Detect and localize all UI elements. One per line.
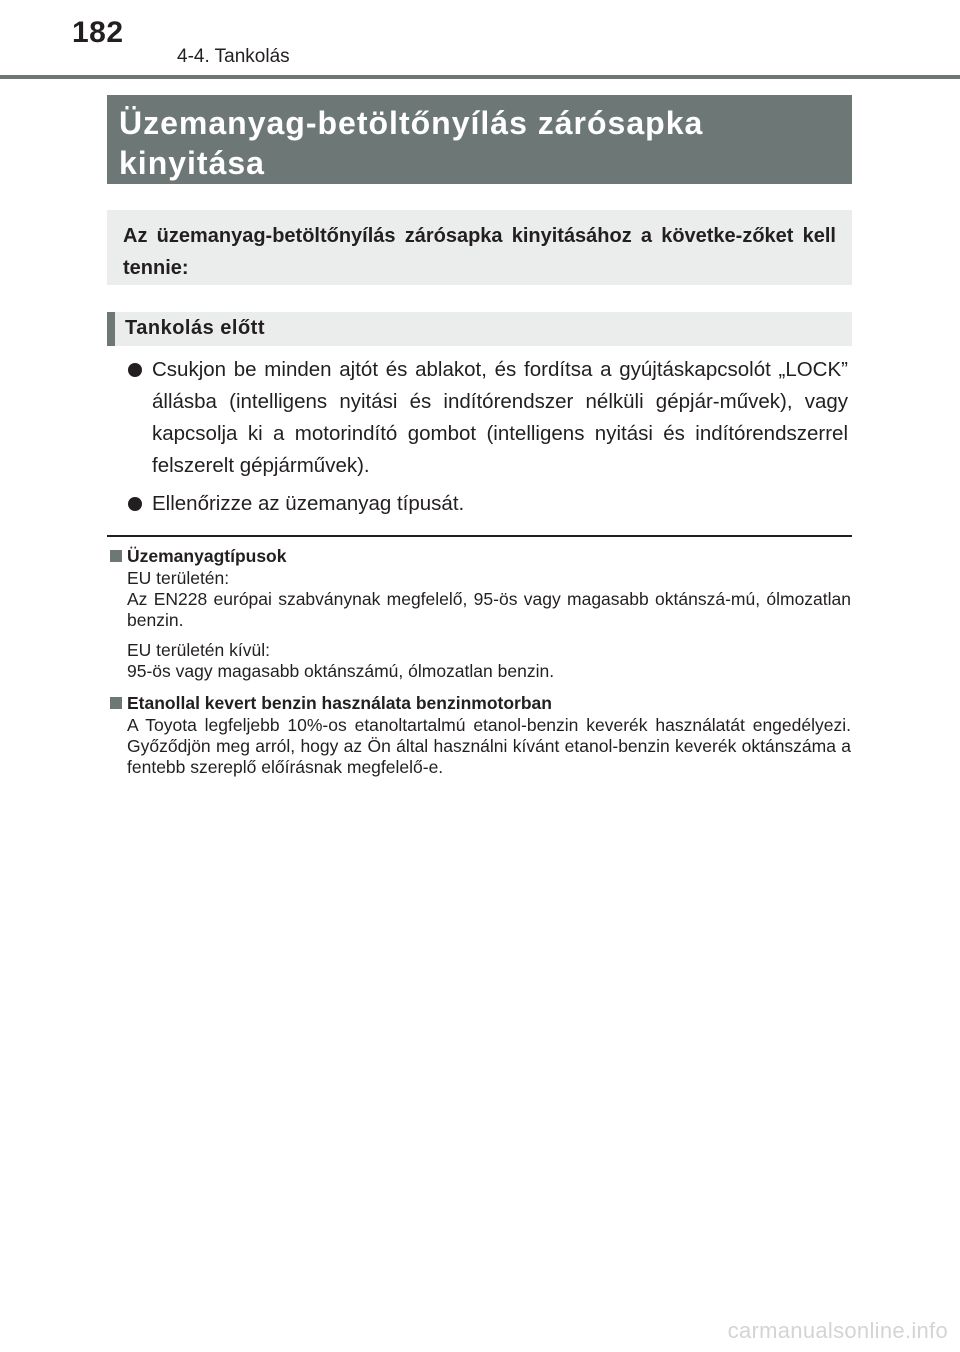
bullet-item xyxy=(128,488,848,520)
watermark: carmanualsonline.info xyxy=(727,1318,948,1343)
bullet-dot-icon xyxy=(128,363,142,377)
page-title-line-2: kinyitása xyxy=(119,145,265,181)
note-paragraph-text: Az EN228 európai szabványnak megfelelő, 95-ös vagy magasabb oktánszá-mú, ólmozatlan benzin. xyxy=(127,589,851,630)
square-bullet-icon xyxy=(110,550,122,562)
note-paragraph-text: 95-ös vagy magasabb oktánszámú, ólmozatlan benzin. xyxy=(127,661,555,681)
note-body xyxy=(109,715,851,778)
bullet-item xyxy=(128,354,848,482)
note-heading-text: Üzemanyagtípusok xyxy=(127,546,287,566)
subsection-title: Tankolás előtt xyxy=(125,317,265,339)
bullet-list xyxy=(128,354,848,526)
note-paragraph-label: EU területén: xyxy=(127,568,230,588)
intro-text: Az üzemanyag-betöltőnyílás zárósapka kinyitásához a követke-zőket kell tennie: xyxy=(123,225,836,279)
bullet-text: Csukjon be minden ajtót és ablakot, és fordítsa a gyújtáskapcsolót „LOCK” állásba (intelligens nyitási és indítórendszer nélküli gépjár-művek), vagy kapcsolja ki a motorindító gombot (intelligens nyitási és indítórendszerrel felszerelt gépjárművek). xyxy=(152,358,848,477)
note-paragraph-text: A Toyota legfeljebb 10%-os etanoltartalmú etanol-benzin keverék használatát engedélyezi. Győződjön meg arról, hogy az Ön által használni kívánt etanol-benzin keverék oktánszáma a fentebb szereplő előírásnak megfelelő-e. xyxy=(127,715,851,777)
note-paragraph-label: EU területén kívül: xyxy=(127,640,270,660)
page-number: 182 xyxy=(72,16,124,49)
note-body xyxy=(109,568,851,682)
header-rule xyxy=(0,75,960,79)
notes-section xyxy=(109,544,851,787)
bullet-dot-icon xyxy=(128,497,142,511)
note-paragraph xyxy=(127,568,851,631)
subsection-header xyxy=(107,312,852,346)
note-fuel-types xyxy=(109,544,851,682)
square-bullet-icon xyxy=(110,697,122,709)
page-title-line-1: Üzemanyag-betöltőnyílás zárósapka xyxy=(119,105,704,141)
section-label: 4-4. Tankolás xyxy=(177,46,290,67)
note-paragraph xyxy=(127,640,851,682)
note-heading xyxy=(109,544,851,568)
intro-box xyxy=(107,210,852,285)
note-heading xyxy=(109,691,851,715)
note-heading-text: Etanollal kevert benzin használata benzinmotorban xyxy=(127,693,552,713)
section-divider xyxy=(107,535,852,537)
bullet-text: Ellenőrizze az üzemanyag típusát. xyxy=(152,492,465,515)
page-title-box xyxy=(107,95,852,184)
note-ethanol xyxy=(109,691,851,778)
